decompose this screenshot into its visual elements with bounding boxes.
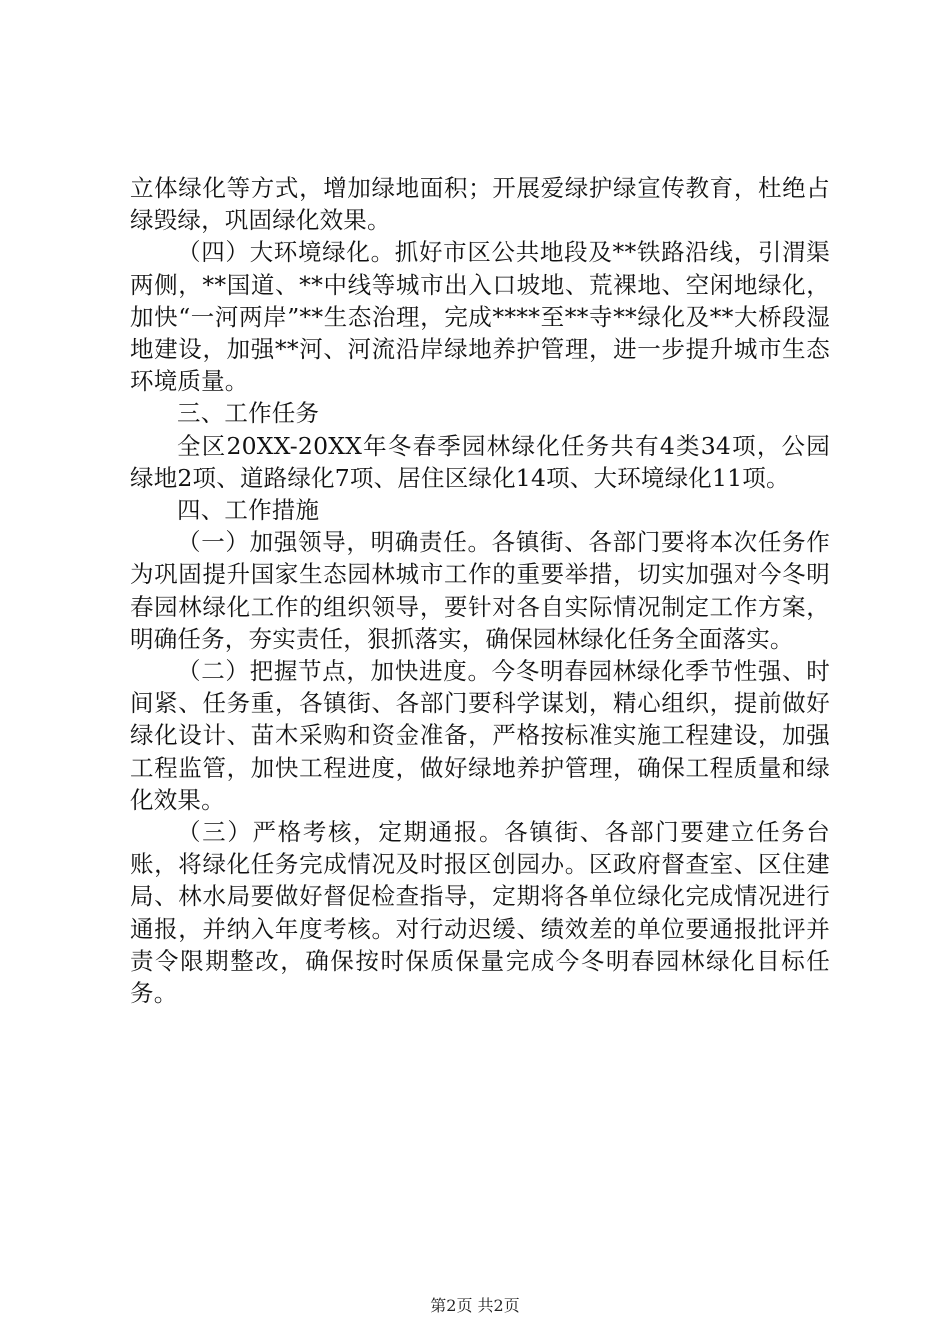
- paragraph-measure-leadership: （一）加强领导，明确责任。各镇街、各部门要将本次任务作为巩固提升国家生态园林城市工作的重要举措，切实加强对今冬明春园林绿化工作的组织领导，要针对各自实际情况制定工作方案，明确任务，夯实责任，狠抓落实，确保园林绿化任务全面落实。: [130, 528, 830, 653]
- paragraph-measure-assessment: （三）严格考核，定期通报。各镇街、各部门要建立任务台账，将绿化任务完成情况及时报区创园办。区政府督查室、区住建局、林水局要做好督促检查指导，定期将各单位绿化完成情况进行通报，并纳入年度考核。对行动迟缓、绩效差的单位要通报批评并责令限期整改，确保按时保质保量完成今冬明春园林绿化目标任务。: [130, 818, 830, 1008]
- paragraph-measure-progress: （二）把握节点，加快进度。今冬明春园林绿化季节性强、时间紧、任务重，各镇街、各部门要科学谋划，精心组织，提前做好绿化设计、苗木采购和资金准备，严格按标准实施工程建设，加强工程监管，加快工程进度，做好绿地养护管理，确保工程质量和绿化效果。: [130, 657, 830, 814]
- document-body: [130, 172, 830, 1009]
- paragraph-continuation: 立体绿化等方式，增加绿地面积；开展爱绿护绿宣传教育，杜绝占绿毁绿，巩固绿化效果。: [130, 174, 830, 235]
- paragraph-tasks: 全区20XX-20XX年冬春季园林绿化任务共有4类34项，公园绿地2项、道路绿化7项、居住区绿化14项、大环境绿化11项。: [130, 431, 830, 492]
- paragraph-environment-greening: （四）大环境绿化。抓好市区公共地段及**铁路沿线，引渭渠两侧，**国道、**中线等城市出入口坡地、荒裸地、空闲地绿化，加快“一河两岸”**生态治理，完成****至**寺**绿化及**大桥段湿地建设，加强**河、河流沿岸绿地养护管理，进一步提升城市生态环境质量。: [130, 238, 830, 396]
- section-heading-measures: 四、工作措施: [177, 496, 320, 525]
- page-footer: 第2页 共2页: [430, 1296, 520, 1315]
- section-heading-tasks: 三、工作任务: [177, 399, 320, 428]
